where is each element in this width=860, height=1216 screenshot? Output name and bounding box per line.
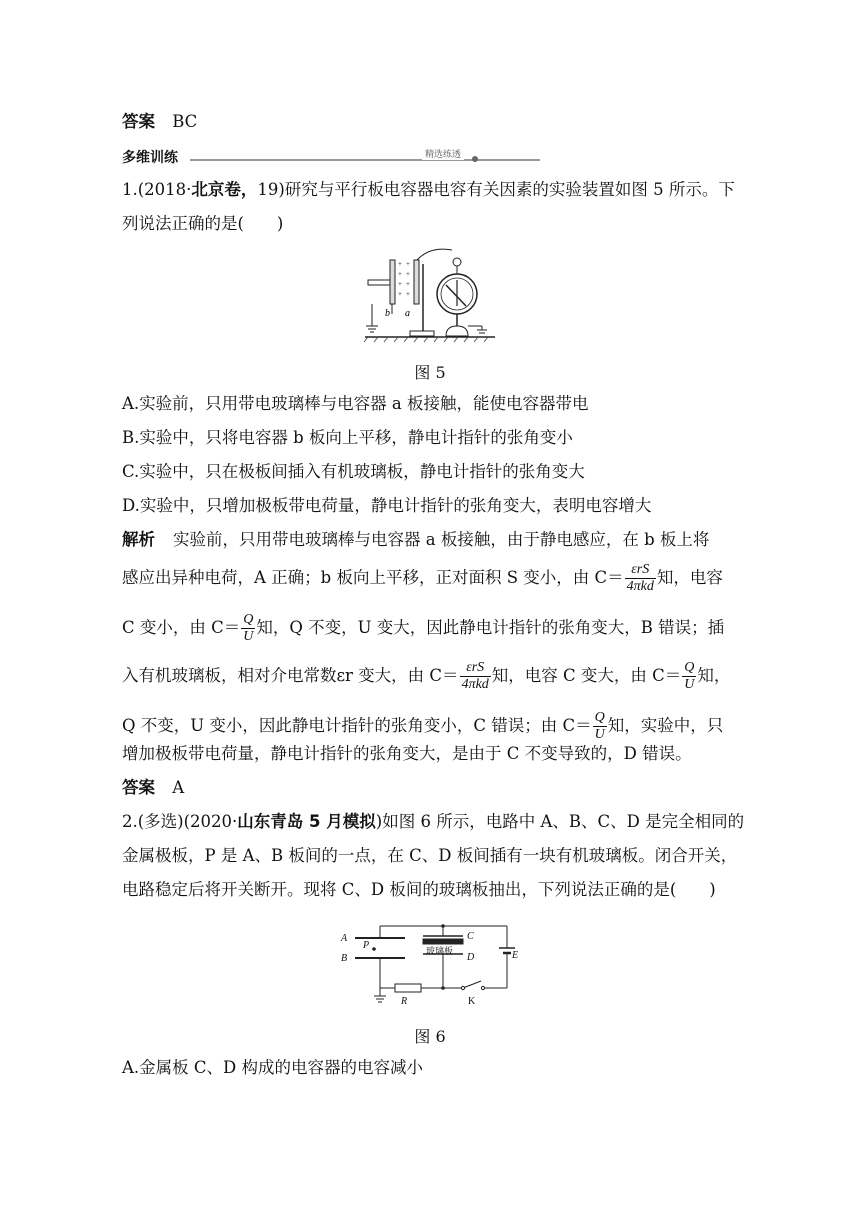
formula-fraction-1: $\frac{\text{εrS}}{\text{4πkd}}$ (626, 562, 654, 594)
analysis-text-1: 实验前，只用带电玻璃棒与电容器 a 板接触，由于静电感应，在 b 板上将 (173, 530, 710, 549)
section-label: 多维训练 (122, 150, 178, 166)
answer-line-2 (122, 776, 184, 800)
fig6-label-glass: 玻璃板 (426, 946, 454, 956)
fig6-label-k: K (468, 996, 476, 1007)
q2-stem-line-2: 金属极板，P 是 A、B 板间的一点，在 C、D 板间插有一块有机玻璃板。闭合开关， (122, 846, 738, 865)
fig5-label-b: b (385, 308, 390, 319)
section-tag: 精选练透 (422, 147, 464, 160)
figure-5-diagram (360, 244, 500, 344)
analysis-text-4a: 入有机玻璃板，相对介电常数εr 变大，由 C＝ (122, 666, 459, 685)
answer-label: 答案 (122, 112, 155, 131)
svg-text:+: + (406, 280, 410, 288)
q1-option-d: D.实验中，只增加极板带电荷量，静电计指针的张角变大，表明电容增大 (122, 496, 652, 515)
fig6-label-a: A (341, 933, 348, 944)
q1-stem-line-1 (122, 178, 735, 202)
analysis-line-1 (122, 528, 709, 552)
fig6-label-e: E (512, 950, 519, 961)
section-bar (122, 145, 752, 169)
fig6-label-r: R (401, 996, 408, 1007)
q2-stem-line-3: 电路稳定后将开关断开。现将 C、D 板间的玻璃板抽出，下列说法正确的是( ) (122, 880, 716, 899)
answer-value: A (172, 778, 185, 797)
analysis-text-4b: 知，电容 C 变大，由 C＝ (491, 666, 682, 685)
svg-text:+: + (398, 260, 402, 268)
q1-option-c: C.实验中，只在极板间插入有机玻璃板，静电计指针的张角变大 (122, 462, 585, 481)
svg-text:+: + (398, 280, 402, 288)
q2-stem-b: )如图 6 所示，电路中 A、B、C、D 是完全相同的 (375, 812, 745, 831)
q1-stem-a: 1.(2018· (122, 180, 192, 199)
q1-stem-line-2: 列说法正确的是( ) (122, 214, 284, 233)
svg-text:+: + (398, 270, 402, 278)
formula-fraction-4: $\frac{Q}{U}$ (684, 660, 695, 692)
figure-6-circuit (335, 918, 530, 1010)
analysis-text-2b: 知，电容 (656, 568, 723, 587)
analysis-text-3a: C 变小，由 C＝ (122, 618, 241, 637)
fig6-label-c: C (467, 931, 474, 942)
analysis-label: 解析 (122, 530, 155, 549)
fig6-label-d: D (467, 952, 475, 963)
q2-stem-line-1 (122, 810, 744, 834)
fig6-label-p: P (363, 940, 370, 951)
analysis-line-4 (122, 660, 730, 693)
q1-option-b: B.实验中，只将电容器 b 板向上平移，静电计指针的张角变小 (122, 428, 573, 447)
analysis-text-3b: 知，Q 不变，U 变大，因此静电计指针的张角变大，B 错误；插 (256, 618, 725, 637)
analysis-line-6: 增加极板带电荷量，静电计指针的张角变大，是由于 C 不变导致的，D 错误。 (122, 744, 692, 763)
figure-6-caption: 图 6 (414, 1027, 446, 1046)
svg-text:+: + (406, 260, 410, 268)
q1-source: 北京卷， (191, 180, 258, 199)
analysis-text-4c: 知， (697, 666, 731, 685)
svg-text:+: + (398, 290, 402, 298)
q2-option-a: A.金属板 C、D 构成的电容器的电容减小 (122, 1058, 424, 1077)
q1-option-a: A.实验前，只用带电玻璃棒与电容器 a 板接触，能使电容器带电 (122, 394, 589, 413)
formula-fraction-5: $\frac{Q}{U}$ (594, 710, 605, 742)
answer-line-1 (122, 110, 197, 134)
figure-5-caption: 图 5 (414, 363, 446, 382)
formula-fraction-2: $\frac{Q}{U}$ (243, 612, 254, 644)
svg-text:+: + (406, 290, 410, 298)
answer-label: 答案 (122, 778, 155, 797)
formula-fraction-3: $\frac{\text{εrS}}{\text{4πkd}}$ (461, 660, 489, 692)
analysis-text-2a: 感应出异种电荷，A 正确；b 板向上平移，正对面积 S 变小，由 C＝ (122, 568, 624, 587)
analysis-text-5b: 知，实验中，只 (607, 716, 724, 735)
answer-value: BC (172, 112, 198, 131)
analysis-line-5 (122, 710, 723, 743)
q2-source: 山东青岛 5 月模拟 (237, 812, 376, 831)
analysis-text-5a: Q 不变，U 变小，因此静电计指针的张角变小，C 错误；由 C＝ (122, 716, 592, 735)
q1-stem-b: 19)研究与平行板电容器电容有关因素的实验装置如图 5 所示。下 (257, 180, 735, 199)
analysis-line-3 (122, 612, 724, 645)
fig5-label-a: a (405, 308, 410, 319)
svg-text:+: + (406, 270, 410, 278)
section-dot (472, 156, 478, 162)
fig6-label-b: B (341, 953, 348, 964)
analysis-line-2 (122, 562, 723, 595)
q2-stem-a: 2.(多选)(2020· (122, 812, 238, 831)
section-rule (190, 159, 540, 161)
